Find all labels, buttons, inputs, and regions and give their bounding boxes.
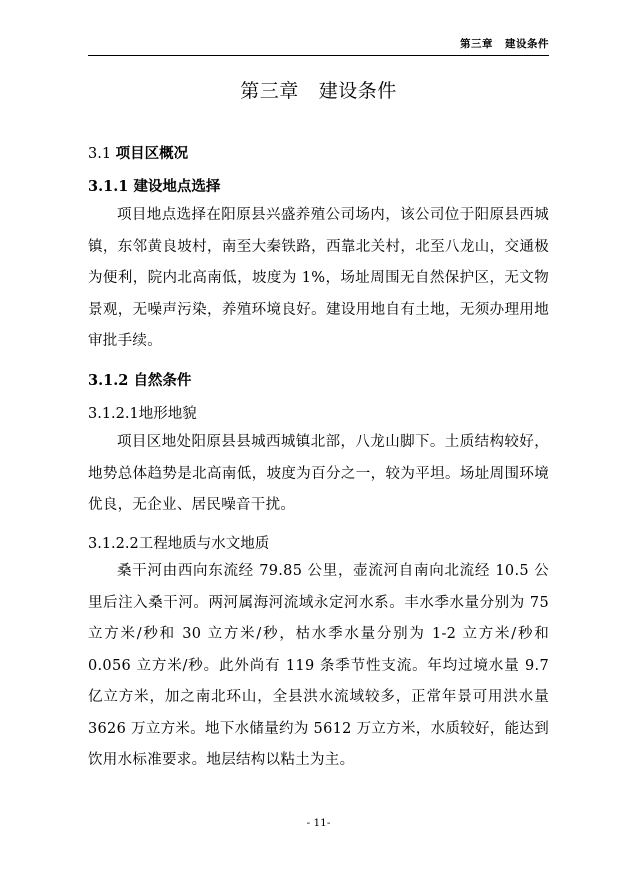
section-3-1-2-2-heading xyxy=(88,532,549,553)
section-title: 自然条件 xyxy=(133,373,192,389)
running-header xyxy=(88,36,549,56)
section-number: 3.1 xyxy=(88,146,112,162)
section-3-1-1-paragraph: 项目地点选择在阳原县兴盛养殖公司场内，该公司位于阳原县西城镇，东邻黄良坡村，南至大秦铁路，西靠北关村，北至八龙山，交通极为便利，院内北高南低，坡度为 1%，场址周围无自然保护区，无文物景观，无噪声污染，养殖环境良好。建设用地自有土地，无须办理用地审批手续。 xyxy=(88,207,549,349)
section-number: 3.1.2 xyxy=(88,372,129,389)
chapter-name: 建设条件 xyxy=(318,80,397,102)
section-3-1-1-heading xyxy=(88,175,549,196)
section-3-1-2-1-heading xyxy=(88,402,549,423)
section-number: 3.1.2.2 xyxy=(88,536,139,552)
section-number: 3.1.2.1 xyxy=(88,406,139,422)
chapter-title xyxy=(88,76,549,103)
section-3-1-2-1-paragraph: 项目区地处阳原县县城西城镇北部，八龙山脚下。土质结构较好，地势总体趋势是北高南低，坡度为百分之一，较为平坦。场址周围环境优良，无企业、居民噪音干扰。 xyxy=(88,434,549,513)
chapter-number: 第三章 xyxy=(240,80,299,102)
header-title: 建设条件 xyxy=(505,38,549,50)
section-title: 工程地质与水文地质 xyxy=(138,536,270,552)
section-number: 3.1.1 xyxy=(88,178,129,195)
section-3-1-heading xyxy=(88,142,549,163)
header-chapter: 第三章 xyxy=(460,38,493,50)
section-title: 项目区概况 xyxy=(115,146,189,162)
section-title: 建设地点选择 xyxy=(133,179,221,195)
section-3-1-2-2-paragraph: 桑干河由西向东流经 79.85 公里，壶流河自南向北流经 10.5 公里后注入桑干河。两河属海河流域永定河水系。丰水季水量分别为 75 立方米/秒和 30 立方米/秒，枯水季水量分别为 1-2 立方米/秒和 0.056 立方米/秒。此外尚有 119 条季节性支流。年均过境水量 9.7 亿立方米，加之南北环山，全县洪水流域较多，正常年景可用洪水量 3626 万立方米。地下水储量约为 5612 万立方米，水质较好，能达到饮用水标准要求。地层结构以粘土为主。 xyxy=(88,563,549,768)
section-3-1-2-heading xyxy=(88,369,549,390)
section-title: 地形地貌 xyxy=(138,406,197,422)
page-number: - 11- xyxy=(306,817,331,829)
